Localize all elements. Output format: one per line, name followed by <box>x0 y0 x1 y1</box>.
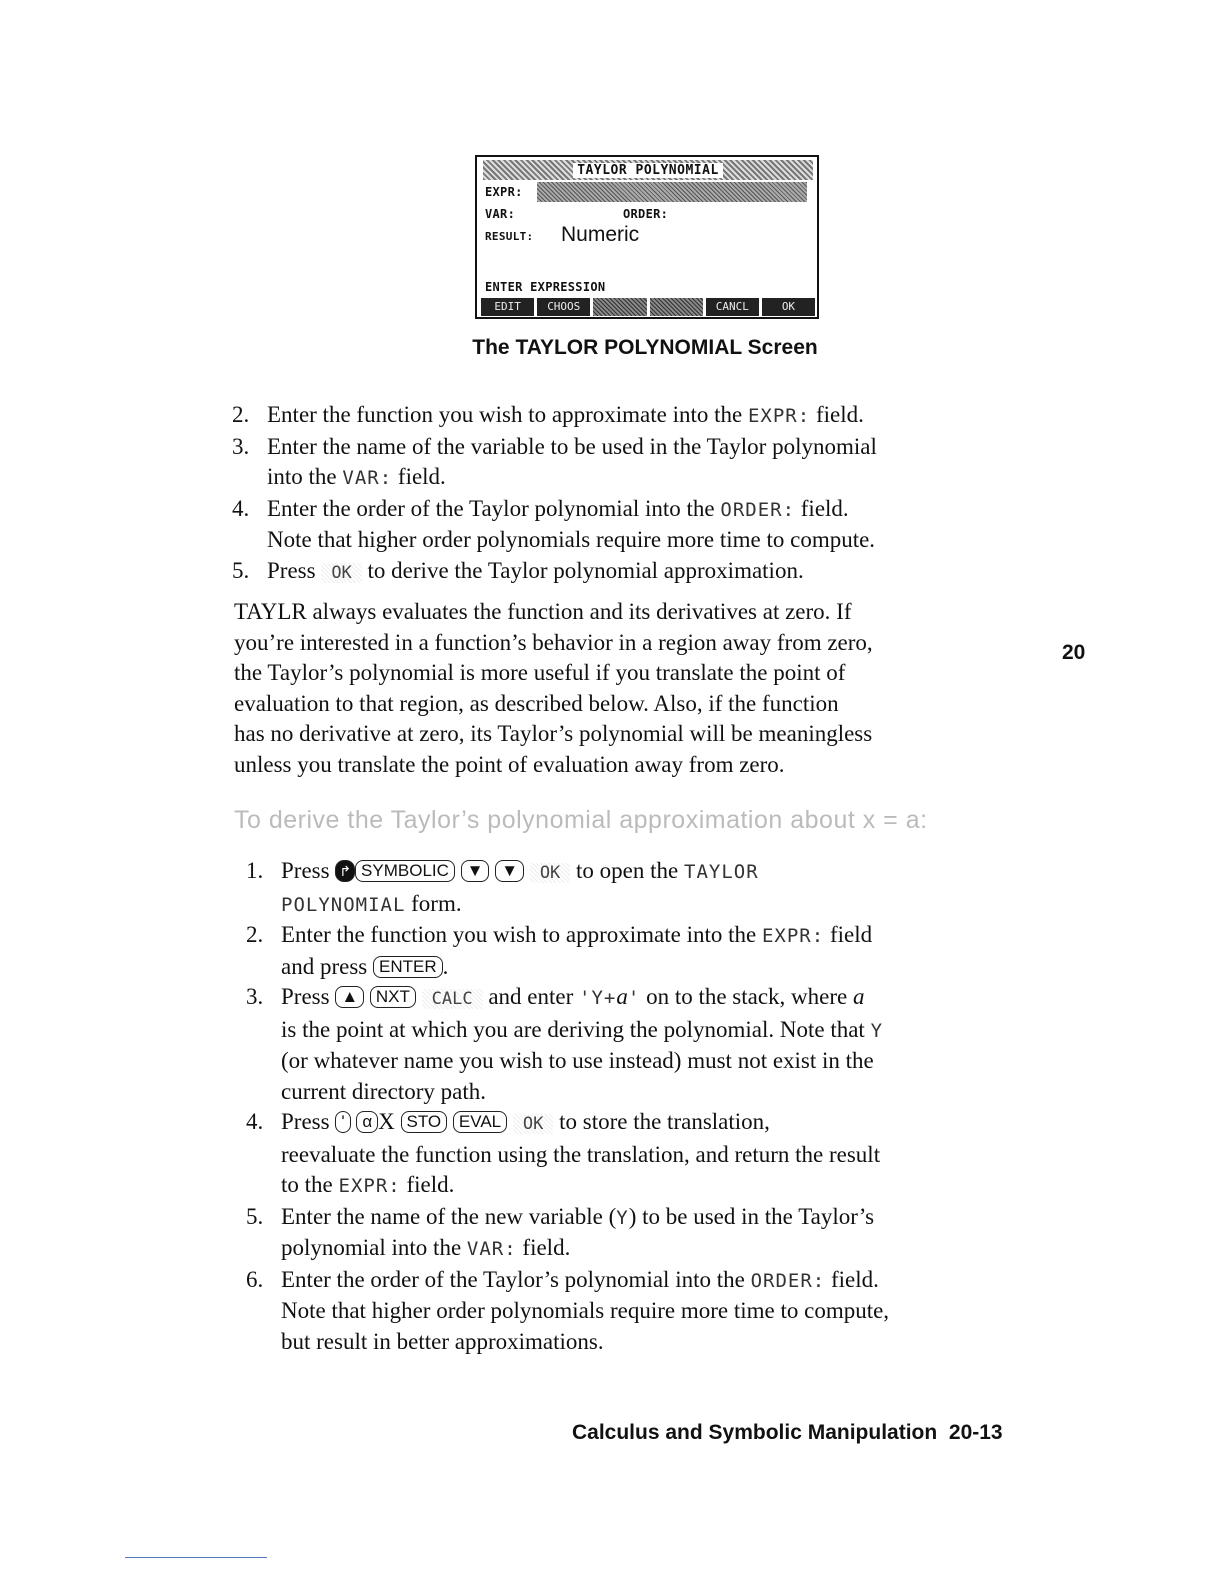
paragraph-line: TAYLR always evaluates the function and its derivatives at zero. If <box>234 599 852 624</box>
step-text: Enter the name of the new variable ( <box>281 1203 617 1229</box>
step-text: field. <box>392 464 446 489</box>
right-shift-key[interactable]: ↱ <box>335 860 355 882</box>
var-label: VAR: <box>485 207 516 221</box>
softkey-cancl[interactable]: CANCL <box>706 298 759 316</box>
down-arrow-key[interactable]: ▼ <box>461 860 490 882</box>
result-label: RESULT: <box>485 230 534 243</box>
form-name: TAYLOR <box>684 861 759 883</box>
alpha-key[interactable]: α <box>356 1111 378 1133</box>
step-number: 5. <box>232 557 250 583</box>
step-text: Enter the order of the Taylor polynomial into the <box>267 495 721 521</box>
field-name: VAR: <box>342 467 393 489</box>
quote-key[interactable]: ' <box>335 1111 350 1133</box>
step-text: field. <box>516 1235 571 1260</box>
softkey-blank-1[interactable] <box>593 298 646 316</box>
step-a-2 <box>232 400 1052 432</box>
step-b-4 <box>246 1107 1046 1202</box>
softkey-choos[interactable]: CHOOS <box>537 298 590 316</box>
softkey-edit[interactable]: EDIT <box>481 298 534 316</box>
step-number: 6. <box>246 1266 264 1292</box>
step-a-3 <box>232 432 1052 494</box>
variable-name: Y <box>616 1206 629 1229</box>
menu-key-calc[interactable]: CALC <box>422 989 483 1009</box>
step-b-3 <box>246 982 1046 1107</box>
step-text: is the point at which you are deriving the polynomial. Note that <box>281 1016 871 1042</box>
softkey-ok[interactable]: OK <box>762 298 815 316</box>
step-text: Press <box>267 557 322 583</box>
calculator-screen <box>475 155 819 319</box>
step-number: 3. <box>232 433 250 459</box>
expr-label: EXPR: <box>485 185 523 199</box>
screen-title: TAYLOR POLYNOMIAL <box>573 163 723 178</box>
variable-a: a <box>853 984 865 1009</box>
prompt-text: ENTER EXPRESSION <box>485 280 606 294</box>
step-text: but result in better approximations. <box>281 1328 604 1354</box>
step-number: 4. <box>232 495 250 521</box>
page-footer <box>572 1421 1003 1445</box>
sto-key[interactable]: STO <box>401 1111 448 1133</box>
step-text: form. <box>405 890 462 916</box>
result-value[interactable]: Numeric <box>561 223 640 246</box>
step-text: ) to be used in the Taylor’s <box>628 1203 875 1229</box>
field-name: ORDER: <box>720 498 796 521</box>
eval-key[interactable]: EVAL <box>453 1111 507 1133</box>
footer-title: Calculus and Symbolic Manipulation <box>572 1421 938 1444</box>
step-text: to the <box>281 1172 339 1197</box>
field-name: EXPR: <box>338 1175 401 1197</box>
order-label: ORDER: <box>623 207 669 221</box>
step-text: field. <box>400 1172 455 1197</box>
chapter-tab: 20 <box>1062 641 1086 664</box>
step-text: . <box>442 953 449 979</box>
step-text: to store the translation, <box>553 1109 770 1134</box>
step-a-5 <box>232 556 1052 589</box>
step-text: Press <box>281 984 336 1009</box>
step-text: Enter the order of the Taylor’s polynomial into the <box>281 1266 751 1292</box>
step-text: field. <box>825 1266 879 1292</box>
step-number: 2. <box>246 922 264 947</box>
down-arrow-key[interactable]: ▼ <box>495 860 524 882</box>
stack-entry: 'Y+ <box>579 987 617 1009</box>
step-b-2 <box>246 920 1046 982</box>
variable-name: Y <box>870 1019 884 1042</box>
step-b-6 <box>246 1265 1046 1358</box>
steps-a <box>232 400 1052 588</box>
step-b-5 <box>246 1202 1046 1265</box>
step-text: Note that higher order polynomials require more time to compute. <box>267 527 876 552</box>
step-number: 4. <box>246 1109 264 1134</box>
menu-key-ok[interactable]: OK <box>530 863 570 883</box>
step-text: Note that higher order polynomials require more time to compute, <box>281 1298 890 1323</box>
paragraph-line: you’re interested in a function’s behavior in a region away from zero, <box>234 629 873 655</box>
stack-entry: ' <box>627 987 641 1009</box>
symbolic-key[interactable]: SYMBOLIC <box>355 860 455 882</box>
field-name: ORDER: <box>750 1269 826 1292</box>
figure-caption: The TAYLOR POLYNOMIAL Screen <box>472 336 818 359</box>
step-text: field. <box>810 402 864 427</box>
section-subheading: To derive the Taylor’s polynomial approximation about x = a: <box>234 806 928 834</box>
softkey-blank-2[interactable] <box>650 298 703 316</box>
footer-page-number: 20-13 <box>948 1421 1003 1444</box>
form-name: POLYNOMIAL <box>281 893 406 916</box>
steps-b <box>246 856 1046 1357</box>
step-text: Press <box>281 1109 336 1134</box>
step-text: X <box>378 1109 401 1134</box>
step-text: reevaluate the function using the translation, and return the result <box>281 1141 881 1167</box>
step-text: polynomial into the <box>281 1235 467 1260</box>
step-text: to derive the Taylor polynomial approximation. <box>361 557 804 583</box>
paragraph-line: the Taylor’s polynomial is more useful if you translate the point of <box>234 660 846 685</box>
step-a-4 <box>232 494 1052 556</box>
step-text: field. <box>795 495 849 521</box>
variable-a: a <box>616 984 628 1009</box>
nxt-key[interactable]: NXT <box>370 986 416 1008</box>
step-b-1 <box>246 856 1046 920</box>
field-name: VAR: <box>466 1238 517 1260</box>
step-text: and enter <box>482 984 580 1009</box>
field-name: EXPR: <box>761 925 825 947</box>
step-text: on to the stack, where <box>640 984 853 1009</box>
step-number: 2. <box>232 402 250 427</box>
body-paragraph <box>234 597 1034 780</box>
step-number: 1. <box>246 858 264 883</box>
expr-field[interactable] <box>537 182 807 202</box>
step-text: to open the <box>570 858 684 883</box>
step-text: current directory path. <box>281 1078 486 1104</box>
step-number: 3. <box>246 984 264 1009</box>
paragraph-line: has no derivative at zero, its Taylor’s polynomial will be meaningless <box>234 721 873 746</box>
step-number: 5. <box>246 1203 264 1229</box>
step-text: and press <box>281 953 373 979</box>
step-text: field <box>824 922 873 947</box>
step-text: Enter the function you wish to approximate into the <box>281 922 762 947</box>
step-text: Press <box>281 858 336 883</box>
step-text: (or whatever name you wish to use instead) must not exist in the <box>281 1048 874 1073</box>
screen-title-bar <box>483 160 813 180</box>
step-text: Enter the function you wish to approximate into the <box>267 402 748 427</box>
menu-key-ok[interactable]: OK <box>513 1114 553 1134</box>
step-text: Enter the name of the variable to be used in the Taylor polynomial <box>267 433 877 459</box>
field-name: EXPR: <box>747 405 811 427</box>
paragraph-line: evaluation to that region, as described below. Also, if the function <box>234 690 839 716</box>
softkey-row <box>481 298 815 316</box>
step-text: into the <box>267 464 343 489</box>
paragraph-line: unless you translate the point of evaluation away from zero. <box>234 751 785 777</box>
footer-rule <box>125 1557 267 1558</box>
menu-key-ok[interactable]: OK <box>321 563 361 583</box>
up-arrow-key[interactable]: ▲ <box>335 986 364 1008</box>
enter-key[interactable]: ENTER <box>373 956 443 978</box>
